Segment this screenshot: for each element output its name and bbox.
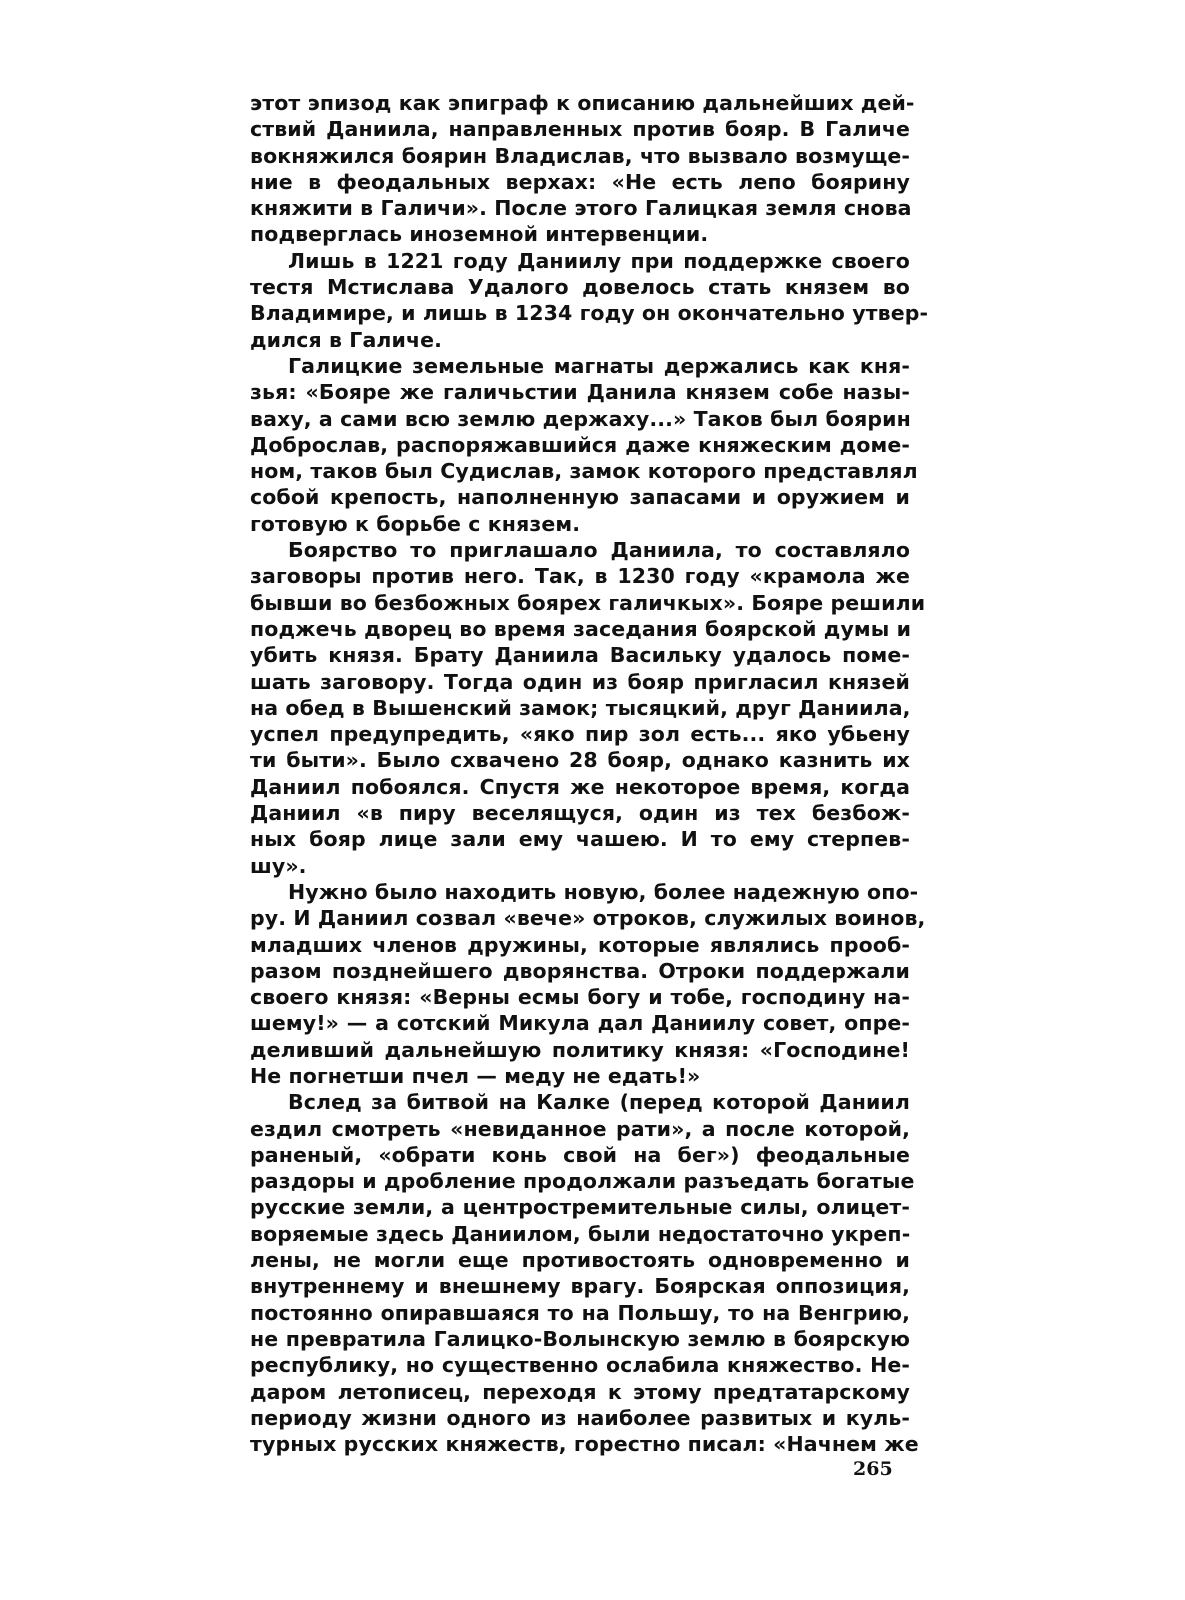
text-line: Даниил «в пиру веселящуся, один из тех безбож-: [250, 801, 910, 826]
text-line: разом позднейшего дворянства. Отроки поддержали: [250, 958, 910, 983]
text-line: на обед в Вышенский замок; тысяцкий, друг Даниила,: [250, 695, 911, 720]
text-line: успел предупредить, «яко пир зол есть... яко убьену: [250, 722, 910, 747]
text-line: собой крепость, наполненную запасами и оружием и: [250, 485, 910, 510]
text-line: воряемые здесь Даниилом, были недостаточно укреп-: [250, 1221, 911, 1246]
paragraph: [250, 879, 926, 1089]
text-line: бывши во безбожных боярех галичкых». Бояре решили: [250, 590, 926, 615]
text-line: готовую к борьбе с князем.: [250, 511, 581, 536]
text-line: не превратила Галицко-Волынскую землю в боярскую: [250, 1326, 910, 1351]
text-line: Галицкие земельные магнаты держались как кня-: [288, 353, 910, 378]
text-line: шему!» — а сотский Микула дал Даниилу совет, опре-: [250, 1011, 910, 1036]
text-line: даром летописец, переходя к этому предтатарскому: [250, 1379, 910, 1404]
text-line: ние в феодальных верхах: «Не есть лепо боярину: [250, 169, 910, 194]
text-line: Владимире, и лишь в 1234 году он окончательно утвер-: [250, 301, 929, 326]
text-line: подверглась иноземной интервенции.: [250, 222, 709, 247]
text-line: ти быти». Было схвачено 28 бояр, однако казнить их: [250, 748, 910, 773]
text-line: раненый, «обрати конь свой на бег») феодальные: [250, 1142, 910, 1167]
text-line: турных русских княжеств, горестно писал: «Начнем же: [250, 1432, 919, 1457]
paragraph: [250, 537, 926, 879]
text-line: поджечь дворец во время заседания боярской думы и: [250, 616, 912, 641]
paragraph: [250, 353, 918, 537]
paragraph: [250, 248, 929, 353]
text-line: ном, таков был Судислав, замок которого представлял: [250, 459, 918, 484]
text-line: Нужно было находить новую, более надежную опо-: [288, 879, 919, 904]
text-column: [250, 90, 929, 1457]
text-line: Не погнетши пчел — меду не едать!»: [250, 1063, 701, 1088]
text-line: периоду жизни одного из наиболее развитых и куль-: [250, 1405, 910, 1430]
text-line: убить князя. Брату Даниила Васильку удалось поме-: [250, 643, 910, 668]
text-line: постоянно опиравшаяся то на Польшу, то на Венгрию,: [250, 1300, 910, 1325]
text-line: Даниил побоялся. Спустя же некоторое время, когда: [250, 774, 910, 799]
text-line: ствий Даниила, направленных против бояр. В Галиче: [250, 117, 910, 142]
text-line: своего князя: «Верны есмы богу и тобе, господину на-: [250, 985, 910, 1010]
text-line: Лишь в 1221 году Даниилу при поддержке своего: [288, 248, 910, 273]
text-line: деливший дальнейшую политику князя: «Господине!: [250, 1037, 910, 1062]
text-line: раздоры и дробление продолжали разъедать богатые: [250, 1169, 915, 1194]
text-line: Боярство то приглашало Даниила, то составляло: [288, 538, 910, 563]
text-line: ездил смотреть «невиданное рати», а после которой,: [250, 1116, 910, 1141]
text-line: ру. И Даниил созвал «вече» отроков, служилых воинов,: [250, 906, 926, 931]
text-line: тестя Мстислава Удалого довелось стать князем во: [250, 275, 910, 300]
text-line: внутреннему и внешнему врагу. Боярская оппозиция,: [250, 1274, 910, 1299]
text-line: младших членов дружины, которые являлись прооб-: [250, 932, 910, 957]
text-line: республику, но существенно ослабила княжество. Не-: [250, 1353, 910, 1378]
text-line: ных бояр лице зали ему чашею. И то ему стерпев-: [250, 827, 910, 852]
text-line: русские земли, а центростремительные силы, олицет-: [250, 1195, 910, 1220]
text-line: этот эпизод как эпиграф к описанию дальнейших дей-: [250, 91, 915, 115]
text-line: Доброслав, распоряжавшийся даже княжеским доме-: [250, 432, 910, 457]
text-line: ваху, а сами всю землю держаху...» Таков был боярин: [250, 406, 911, 431]
text-line: дился в Галиче.: [250, 327, 443, 352]
text-line: Вслед за битвой на Калке (перед которой Даниил: [288, 1090, 910, 1115]
page-number: 265: [853, 1458, 893, 1480]
text-line: шать заговору. Тогда один из бояр пригласил князей: [250, 669, 910, 694]
text-line: заговоры против него. Так, в 1230 году «крамола же: [250, 564, 910, 589]
paragraph: [250, 1089, 919, 1457]
text-line: княжити в Галичи». После этого Галицкая земля снова: [250, 196, 912, 221]
text-line: зья: «Бояре же галичьстии Данила князем собе назы-: [250, 380, 910, 405]
text-line: лены, не могли еще противостоять одновременно и: [250, 1248, 910, 1273]
text-line: вокняжился боярин Владислав, что вызвало возмуще-: [250, 143, 910, 168]
text-line: шу».: [250, 853, 307, 878]
paragraph: [250, 90, 915, 248]
